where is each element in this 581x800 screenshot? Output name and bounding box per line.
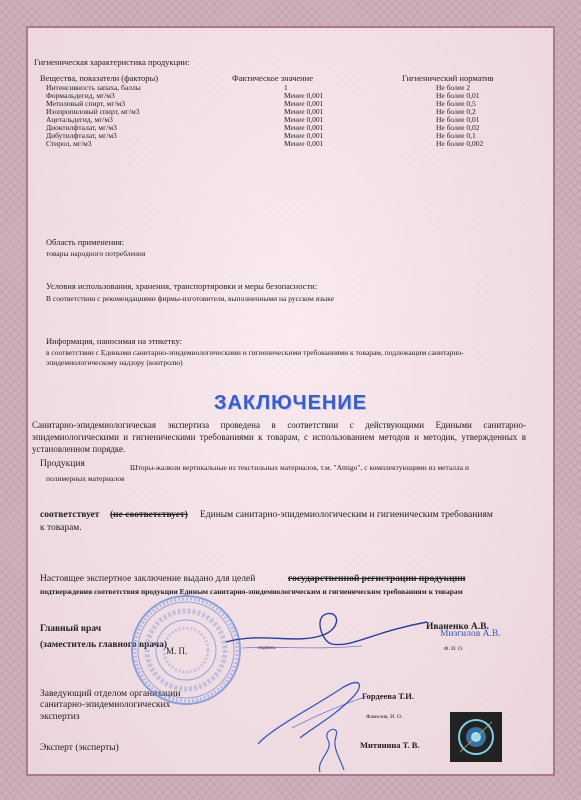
product-label: Продукция <box>40 459 85 469</box>
row-actual: Менее 0,001 <box>284 107 324 116</box>
row-name: Изопропиловый спирт, мг/м3 <box>46 107 140 116</box>
row-actual: Менее 0,001 <box>284 99 324 108</box>
purpose-prefix: Настоящее экспертное заключение выдано для целей <box>40 574 256 584</box>
signature-caption: подпись <box>258 646 276 651</box>
row-name: Ацетальдегид, мг/м3 <box>46 115 113 124</box>
row-norm: Не более 0,02 <box>436 123 480 132</box>
purpose-struck: государственной регистрации продукции <box>288 574 466 584</box>
expert-signature-icon <box>310 720 350 776</box>
expert-label: Эксперт (эксперты) <box>40 743 119 753</box>
row-norm: Не более 2 <box>436 83 471 92</box>
header-norm: Гигиенический норматив <box>402 73 494 83</box>
row-name: Интенсивность запаха, баллы <box>46 83 141 92</box>
row-actual: Менее 0,001 <box>284 115 324 124</box>
fio-caption: Ф. И. О. <box>444 646 464 652</box>
chief-name-alt: Мизгилов А.В. <box>440 629 501 639</box>
scope-value: товары народного потребления <box>46 249 146 258</box>
row-norm: Не более 0,1 <box>436 131 476 140</box>
header-actual: Фактическое значение <box>232 73 314 83</box>
chief-signature-icon <box>222 602 432 662</box>
head-name: Гордеева Т.И. <box>362 691 415 701</box>
head-line2: санитарно-эпидемиологических <box>40 700 171 710</box>
watermark-text <box>86 174 89 186</box>
row-name: Метиловый спирт, мг/м3 <box>46 99 126 108</box>
row-norm: Не более 0,002 <box>436 139 484 148</box>
conclusion-paragraph: Санитарно-эпидемиологическая экспертиза проведена в соответствии с действующими Едиными санитарно-эпидемиологическими и гигиеническими требованиями к товарам, с использованием методов и методик, утвержденных в установленном порядке. <box>32 420 526 454</box>
certificate-body <box>26 26 555 776</box>
row-actual: Менее 0,001 <box>284 139 324 148</box>
row-norm: Не более 0,01 <box>436 91 480 100</box>
conclusion-title: ЗАКЛЮЧЕНИЕ <box>213 392 368 414</box>
row-actual: 1 <box>284 83 288 92</box>
head-line3: экспертиз <box>40 712 80 722</box>
head-line1: Заведующий отделом организации <box>40 689 181 699</box>
row-name: Формальдегид, мг/м3 <box>46 91 115 100</box>
hygiene-section-title: Гигиеническая характеристика продукции: <box>34 57 190 67</box>
stamp-caption: М. П. <box>166 646 188 656</box>
requirements-text: Единым санитарно-эпидемиологическим и гигиеническим требованиям <box>200 510 493 520</box>
chief-label: Главный врач <box>40 624 102 634</box>
label-info-line2: эпидемиологическому надзору (контролю) <box>46 358 183 367</box>
conditions-label: Условия использования, хранения, транспортировки и меры безопасности: <box>46 281 318 291</box>
expert-name: Митянина Т. В. <box>360 740 420 750</box>
label-info-label: Информация, наносимая на этикетку: <box>46 336 182 346</box>
conditions-value: В соответствии с рекомендациями фирмы-изготовителя, выполненными на русском языке <box>46 294 335 303</box>
product-line1: Шторы-жалюзи вертикальные из текстильных материалов, т.м. "Amigo", с комплектующими из металла и <box>130 463 470 472</box>
row-name: Диоктилфталат, мг/м3 <box>46 123 117 132</box>
row-norm: Не более 0,5 <box>436 99 476 108</box>
hologram-sticker-icon <box>450 712 502 762</box>
complies-text: соответствует <box>40 510 100 520</box>
scope-label: Область применения: <box>46 237 124 247</box>
header-substance: Вещества, показатели (факторы) <box>40 73 159 83</box>
row-actual: Менее 0,001 <box>284 123 324 132</box>
deputy-label: (заместитель главного врача) <box>40 640 168 650</box>
purpose-line2: подтверждения соответствия продукции Единым санитарно-эпидемиологическим и гигиеническим требованиям к товарам <box>40 587 463 596</box>
row-actual: Менее 0,001 <box>284 131 324 140</box>
row-name: Стирол, мг/м3 <box>46 139 92 148</box>
label-info-line1: в соответствии с Едиными санитарно-эпидемиологическими и гигиеническими требованиями к товарам, подлежащим санитарно- <box>46 348 464 357</box>
row-name: Дибутилфталат, мг/м3 <box>46 131 117 140</box>
row-norm: Не более 0,2 <box>436 107 476 116</box>
row-actual: Менее 0,001 <box>284 91 324 100</box>
head-fio-caption: Фамилия, И. О. <box>366 714 403 720</box>
chief-name: Иваненко А.В. <box>426 622 489 632</box>
product-line2: полимерных материалов <box>46 474 125 483</box>
to-goods-text: к товарам. <box>40 523 82 533</box>
not-complies-text: (не соответствует) <box>110 510 188 520</box>
row-norm: Не более 0,01 <box>436 115 480 124</box>
watermark-heading <box>216 262 222 280</box>
